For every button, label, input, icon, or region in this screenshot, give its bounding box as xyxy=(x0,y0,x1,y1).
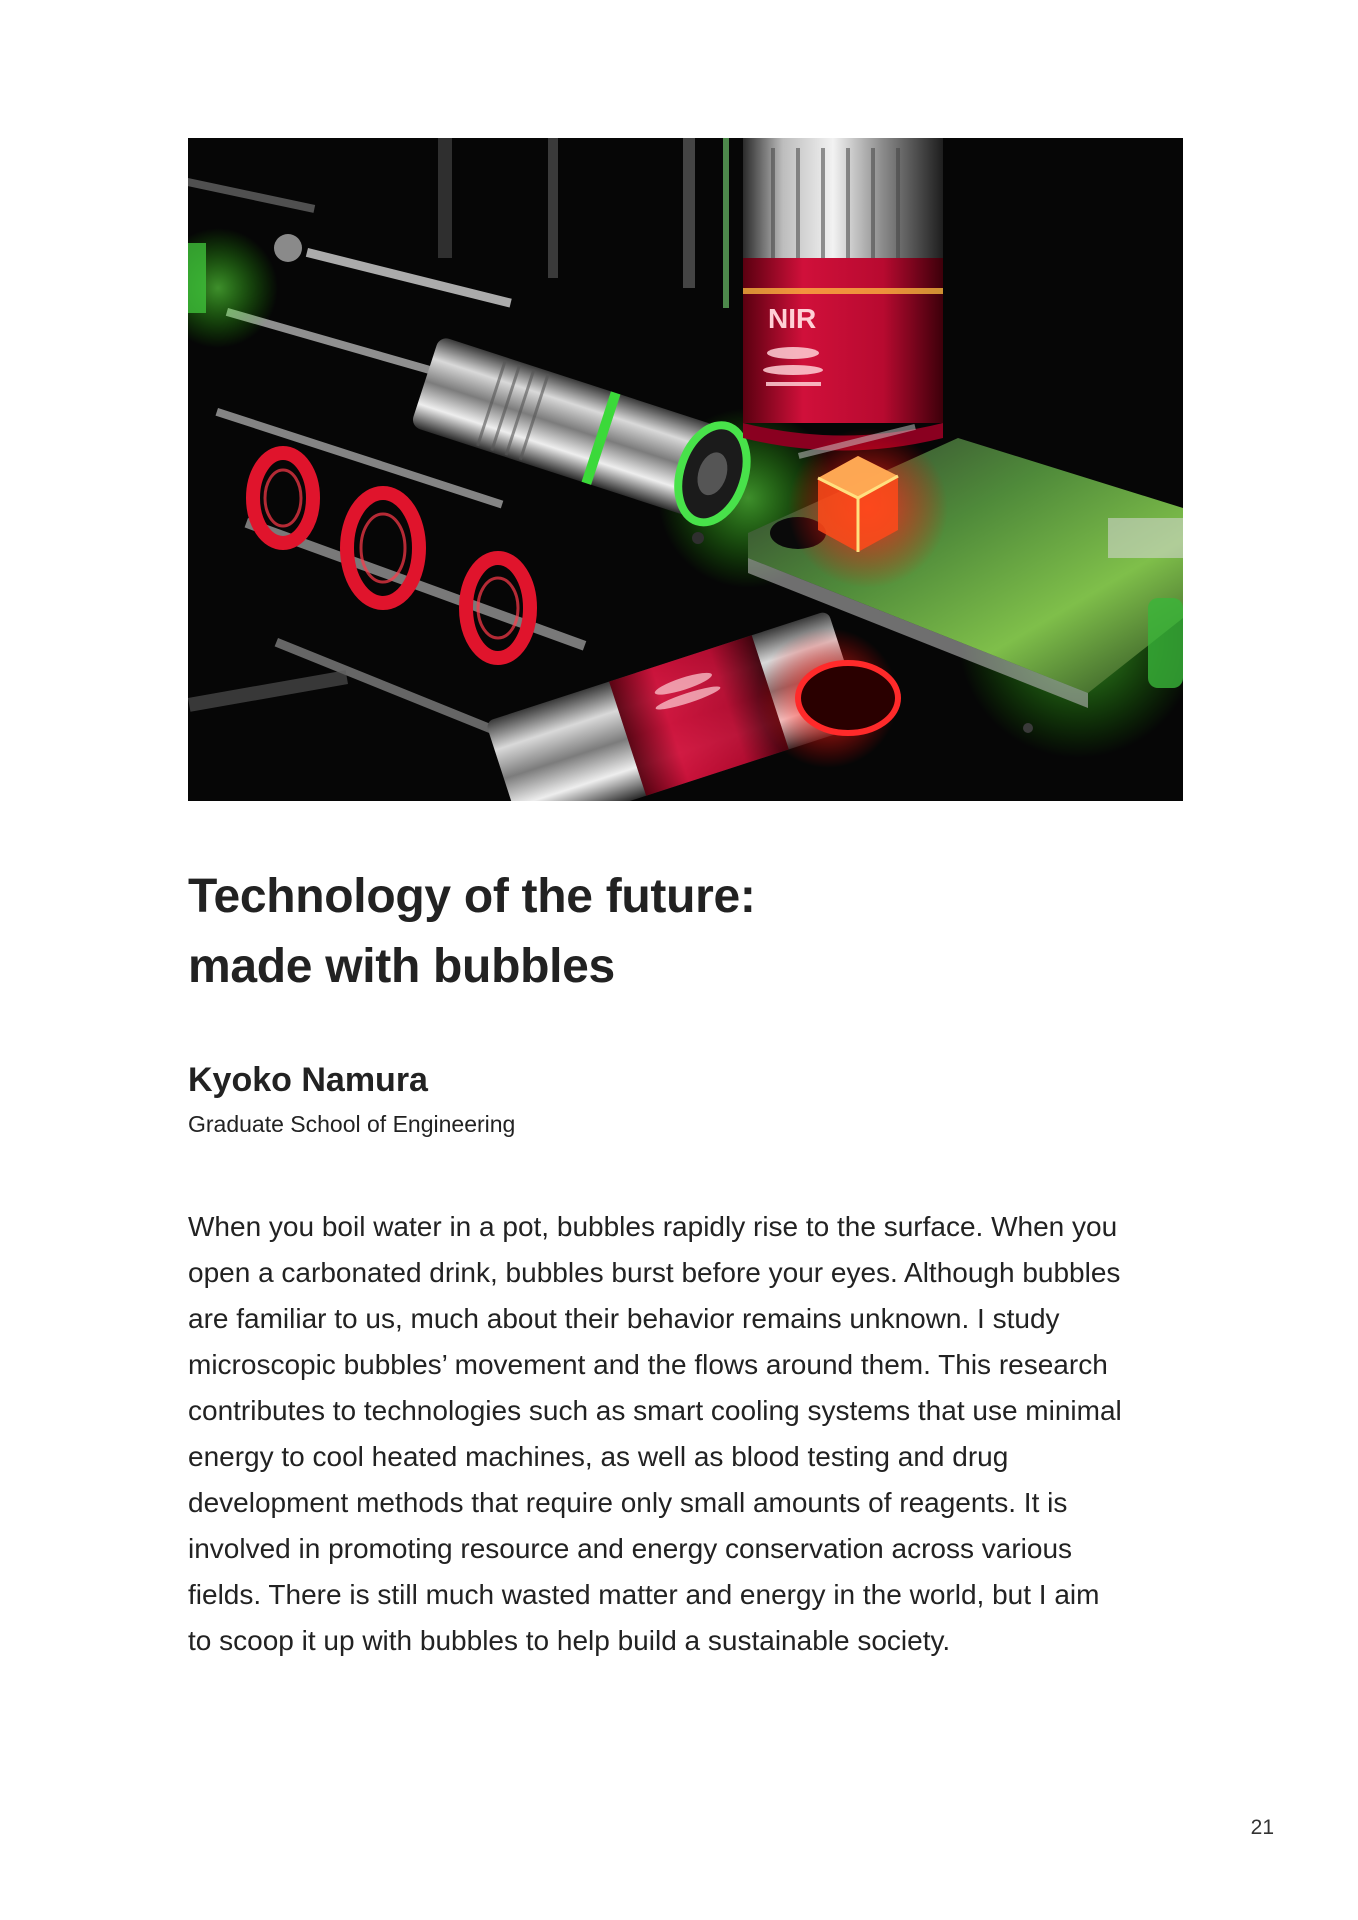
title-line: Technology of the future: xyxy=(188,870,756,923)
body-line: microscopic bubbles’ movement and the flows around them. This research xyxy=(188,1349,1108,1380)
lab-photo xyxy=(188,138,1183,801)
author-name: Kyoko Namura xyxy=(188,1061,428,1099)
body-line: are familiar to us, much about their behavior remains unknown. I study xyxy=(188,1303,1060,1334)
microscope-illustration xyxy=(188,138,1183,801)
article-body xyxy=(188,1204,1188,1664)
author-affiliation: Graduate School of Engineering xyxy=(188,1111,516,1137)
article-title xyxy=(188,862,1188,1002)
body-line: development methods that require only small amounts of reagents. It is xyxy=(188,1487,1068,1518)
title-line: made with bubbles xyxy=(188,940,615,993)
body-line: When you boil water in a pot, bubbles rapidly rise to the surface. When you xyxy=(188,1211,1118,1242)
nir-label: NIR xyxy=(768,303,817,334)
body-line: fields. There is still much wasted matter and energy in the world, but I aim xyxy=(188,1579,1100,1610)
body-line: to scoop it up with bubbles to help build a sustainable society. xyxy=(188,1625,951,1656)
page-number: 21 xyxy=(1250,1816,1274,1839)
body-line: open a carbonated drink, bubbles burst before your eyes. Although bubbles xyxy=(188,1257,1121,1288)
body-line: energy to cool heated machines, as well as blood testing and drug xyxy=(188,1441,1009,1472)
body-line: contributes to technologies such as smart cooling systems that use minimal xyxy=(188,1395,1122,1426)
body-line: involved in promoting resource and energy conservation across various xyxy=(188,1533,1073,1564)
